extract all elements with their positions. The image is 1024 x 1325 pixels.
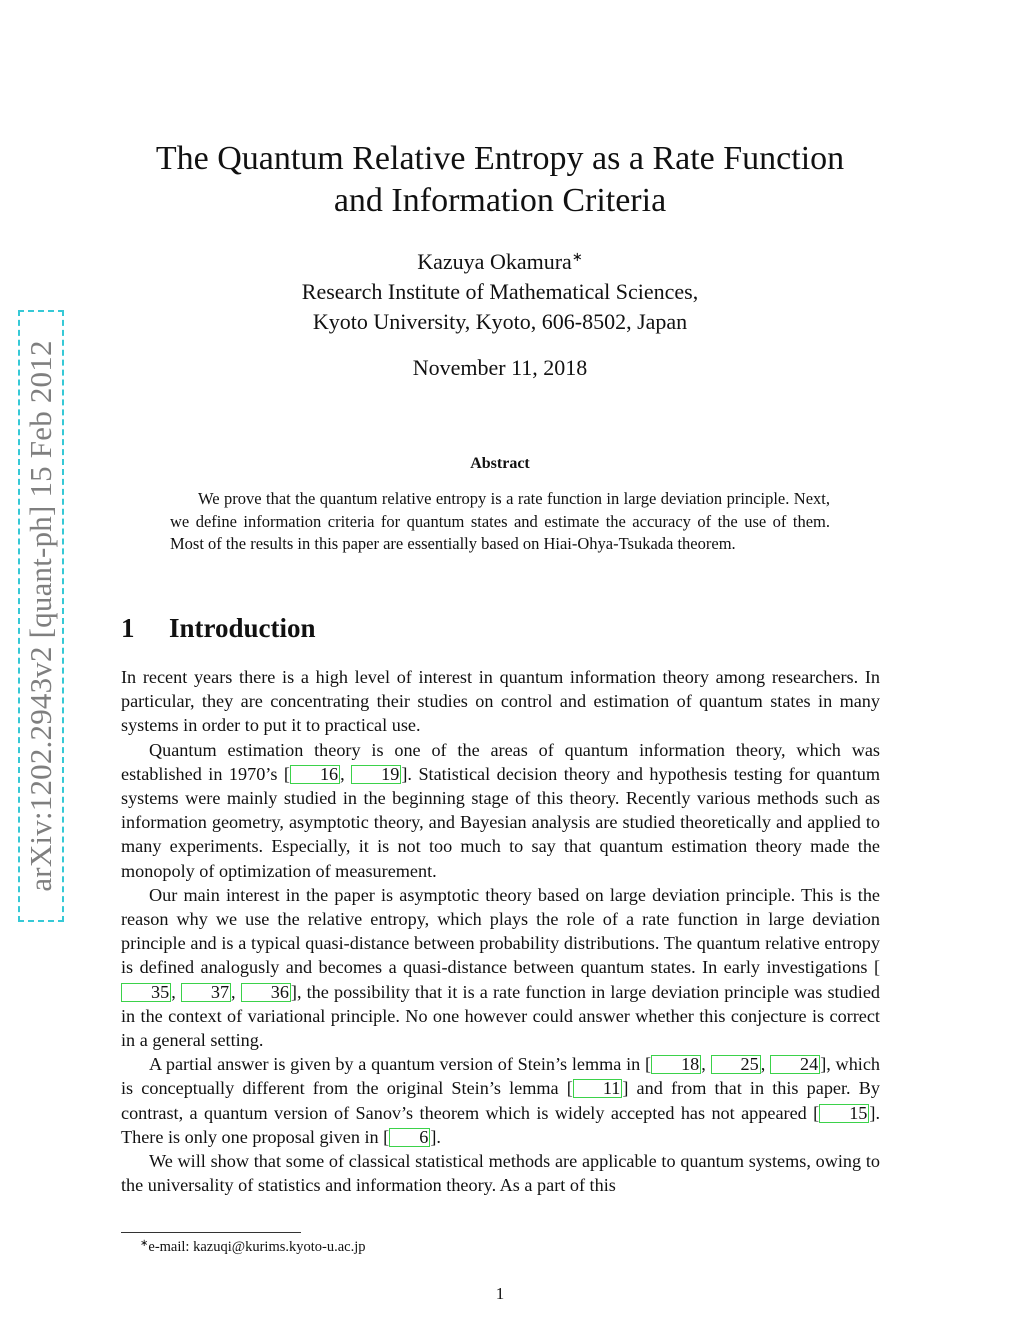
author-name: Kazuya Okamura (417, 249, 572, 274)
paragraph-5: We will show that some of classical statistical methods are applicable to quantum systems, owing to the universality of statistics and information theory. As a part of this (121, 1151, 880, 1196)
citation-link[interactable]: 24 (770, 1055, 820, 1074)
paragraph-4: A partial answer is given by a quantum version of Stein’s lemma in [ 18 , 25 , 24 ], which is conceptually different from the original Stein’s lemma [ 11 ] and from that in this paper. By contrast, a quantum version of Sanov’s theorem which is widely accepted has not appeared [ 15 ]. There is only one proposal given in [ 6 ]. (121, 1054, 881, 1147)
abstract-text: We prove that the quantum relative entropy is a rate function in large deviation principle. Next, we define information criteria for quantum states and estimate the accuracy of the use of them. Most of the results in this paper are essentially based on Hiai-Ohya-Tsukada theorem. (170, 489, 830, 553)
arxiv-stamp-text: arXiv:1202.2943v2 [quant-ph] 15 Feb 2012 (23, 340, 58, 892)
section-heading (121, 613, 316, 644)
abstract-heading: Abstract (470, 455, 530, 472)
citation-link[interactable]: 16 (290, 765, 340, 784)
title-line-1: The Quantum Relative Entropy as a Rate Function (155, 140, 845, 177)
section-title: Introduction (169, 613, 316, 643)
affiliation-line-2: Kyoto University, Kyoto, 606-8502, Japan (312, 309, 688, 334)
title-line-2: and Information Criteria (333, 182, 667, 219)
citation-link[interactable]: 37 (181, 983, 231, 1002)
citation-link[interactable]: 25 (711, 1055, 761, 1074)
citation-link[interactable]: 19 (351, 765, 401, 784)
paragraph-3: Our main interest in the paper is asymptotic theory based on large deviation principle. This is the reason why we use the relative entropy, which plays the role of a rate function in large deviation principle and is a typical quasi-distance between probability distributions. The quantum relative entropy is defined analogusly and becomes a quasi-distance between quantum states. In early investigations [35 , 37 , 36 ], the possibility that it is a rate function in large deviation principle was studied in the context of variational principle. No one however could answer whether this conjecture is correct in a general setting. (121, 884, 880, 1051)
footnote-text: e-mail: kazuqi@kurims.kyoto-u.ac.jp (148, 1239, 366, 1255)
citation-link[interactable]: 6 (389, 1128, 430, 1147)
arxiv-stamp[interactable] (18, 310, 64, 922)
paper-title (110, 138, 890, 222)
introduction-body (121, 665, 880, 1197)
citation-link[interactable]: 36 (241, 983, 291, 1002)
citation-link[interactable]: 35 (121, 983, 171, 1002)
citation-link[interactable]: 18 (651, 1055, 701, 1074)
paper-date: November 11, 2018 (412, 355, 588, 380)
page-number: 1 (495, 1284, 505, 1303)
citation-link[interactable]: 15 (819, 1104, 869, 1123)
citation-link[interactable]: 11 (573, 1079, 623, 1098)
section-number: 1 (121, 613, 135, 643)
footnote-divider (121, 1232, 301, 1233)
paragraph-2: Quantum estimation theory is one of the areas of quantum information theory, which was established in 1970’s [ 16 , 19 ]. Statistical decision theory and hypothesis testing for quantum systems were mainly studied in the beginning stage of this theory. Recently various methods such as information geometry, asymptotic theory, and Bayesian analysis are studied theoretically and applied to many experiments. Especially, it is not too much to say that quantum estimation theory made the monopoly of optimization of measurement. (121, 739, 880, 881)
affiliation-line-1: Research Institute of Mathematical Sciences, (301, 279, 699, 304)
footnote (140, 1238, 366, 1256)
author-footnote-mark[interactable]: ∗ (571, 249, 583, 264)
footnote-mark: ∗ (140, 1238, 149, 1249)
paragraph-1: In recent years there is a high level of interest in quantum information theory among researchers. In particular, they are concentrating their studies on control and estimation of quantum states in many systems in order to put it to practical use. (121, 667, 880, 736)
author-line (110, 249, 890, 275)
